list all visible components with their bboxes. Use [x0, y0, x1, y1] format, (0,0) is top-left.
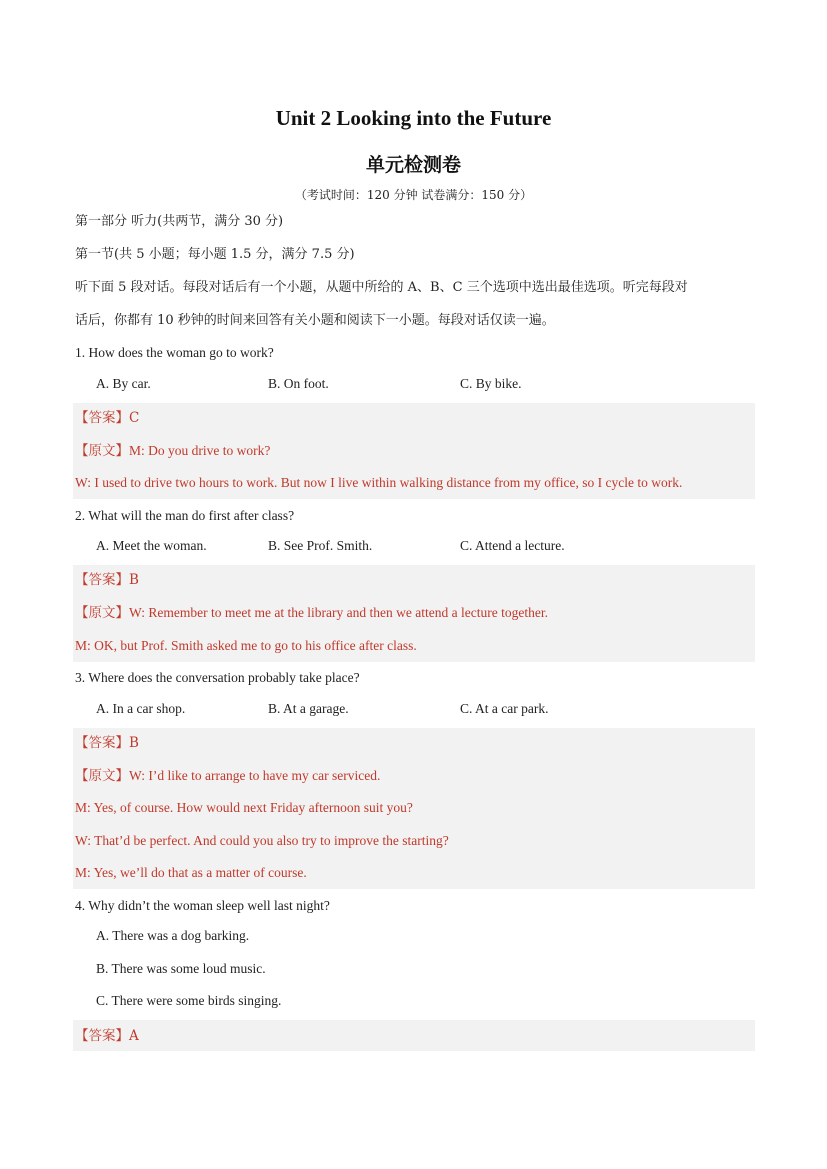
answer-label: 【答案】 — [75, 1028, 129, 1044]
q2-option-c: C. Attend a lecture. — [460, 538, 565, 553]
answer-value: B — [129, 735, 139, 751]
q1-transcript-line-2: W: I used to drive two hours to work. But now I live within walking distance from my office, so I cycle to work. — [75, 475, 683, 490]
q3-option-a: A. In a car shop. — [96, 701, 186, 716]
transcript-text: M: Do you drive to work? — [129, 443, 271, 458]
q3-transcript-line-1 — [75, 766, 755, 786]
q2-answer — [75, 570, 755, 590]
section-part-heading: 第一部分 听力(共两节，满分 30 分) — [75, 214, 284, 229]
title-english: Unit 2 Looking into the Future — [275, 106, 552, 130]
question-stem-3: 3. Where does the conversation probably take place? — [75, 670, 360, 685]
exam-info: （考试时间：120 分钟 试卷满分：150 分） — [294, 188, 533, 202]
title-chinese: 单元检测卷 — [365, 154, 461, 176]
answer-value: A — [129, 1028, 139, 1044]
q4-option-b: B. There was some loud music. — [96, 961, 266, 976]
instructions-line-2: 话后，你都有 10 秒钟的时间来回答有关小题和阅读下一小题。每段对话仅读一遍。 — [75, 313, 555, 328]
answer-label: 【答案】 — [75, 735, 129, 751]
answer-value: B — [129, 572, 139, 588]
answer-value: C — [129, 410, 140, 426]
q1-option-c: C. By bike. — [460, 376, 522, 391]
q1-option-a: A. By car. — [96, 376, 151, 391]
q3-option-c: C. At a car park. — [460, 701, 549, 716]
q3-transcript-line-4: M: Yes, we’ll do that as a matter of course. — [75, 865, 307, 880]
q3-answer — [75, 733, 755, 753]
q1-option-b: B. On foot. — [268, 376, 329, 391]
transcript-label: 【原文】 — [75, 443, 129, 459]
q3-transcript-line-2: M: Yes, of course. How would next Friday afternoon suit you? — [75, 800, 413, 815]
section-sub-heading: 第一节(共 5 小题；每小题 1.5 分，满分 7.5 分) — [75, 247, 355, 262]
q1-answer — [75, 408, 755, 428]
q4-option-a: A. There was a dog barking. — [96, 928, 250, 943]
q4-answer — [75, 1026, 755, 1046]
answer-label: 【答案】 — [75, 410, 129, 426]
q2-transcript-line-2: M: OK, but Prof. Smith asked me to go to his office after class. — [75, 638, 417, 653]
q2-option-b: B. See Prof. Smith. — [268, 538, 373, 553]
q2-transcript-line-1 — [75, 603, 755, 623]
transcript-label: 【原文】 — [75, 605, 129, 621]
q3-option-b: B. At a garage. — [268, 701, 349, 716]
q1-transcript-line-1 — [75, 441, 755, 461]
answer-label: 【答案】 — [75, 572, 129, 588]
question-stem-1: 1. How does the woman go to work? — [75, 345, 274, 360]
transcript-text: W: Remember to meet me at the library and then we attend a lecture together. — [129, 605, 548, 620]
instructions-line-1: 听下面 5 段对话。每段对话后有一个小题，从题中所给的 A、B、C 三个选项中选出最佳选项。听完每段对 — [75, 280, 688, 295]
transcript-text: W: I’d like to arrange to have my car serviced. — [129, 768, 381, 783]
q2-option-a: A. Meet the woman. — [96, 538, 207, 553]
question-stem-4: 4. Why didn’t the woman sleep well last night? — [75, 898, 330, 913]
question-stem-2: 2. What will the man do first after class? — [75, 508, 295, 523]
transcript-label: 【原文】 — [75, 768, 129, 784]
q4-option-c: C. There were some birds singing. — [96, 993, 282, 1008]
q3-transcript-line-3: W: That’d be perfect. And could you also try to improve the starting? — [75, 833, 449, 848]
